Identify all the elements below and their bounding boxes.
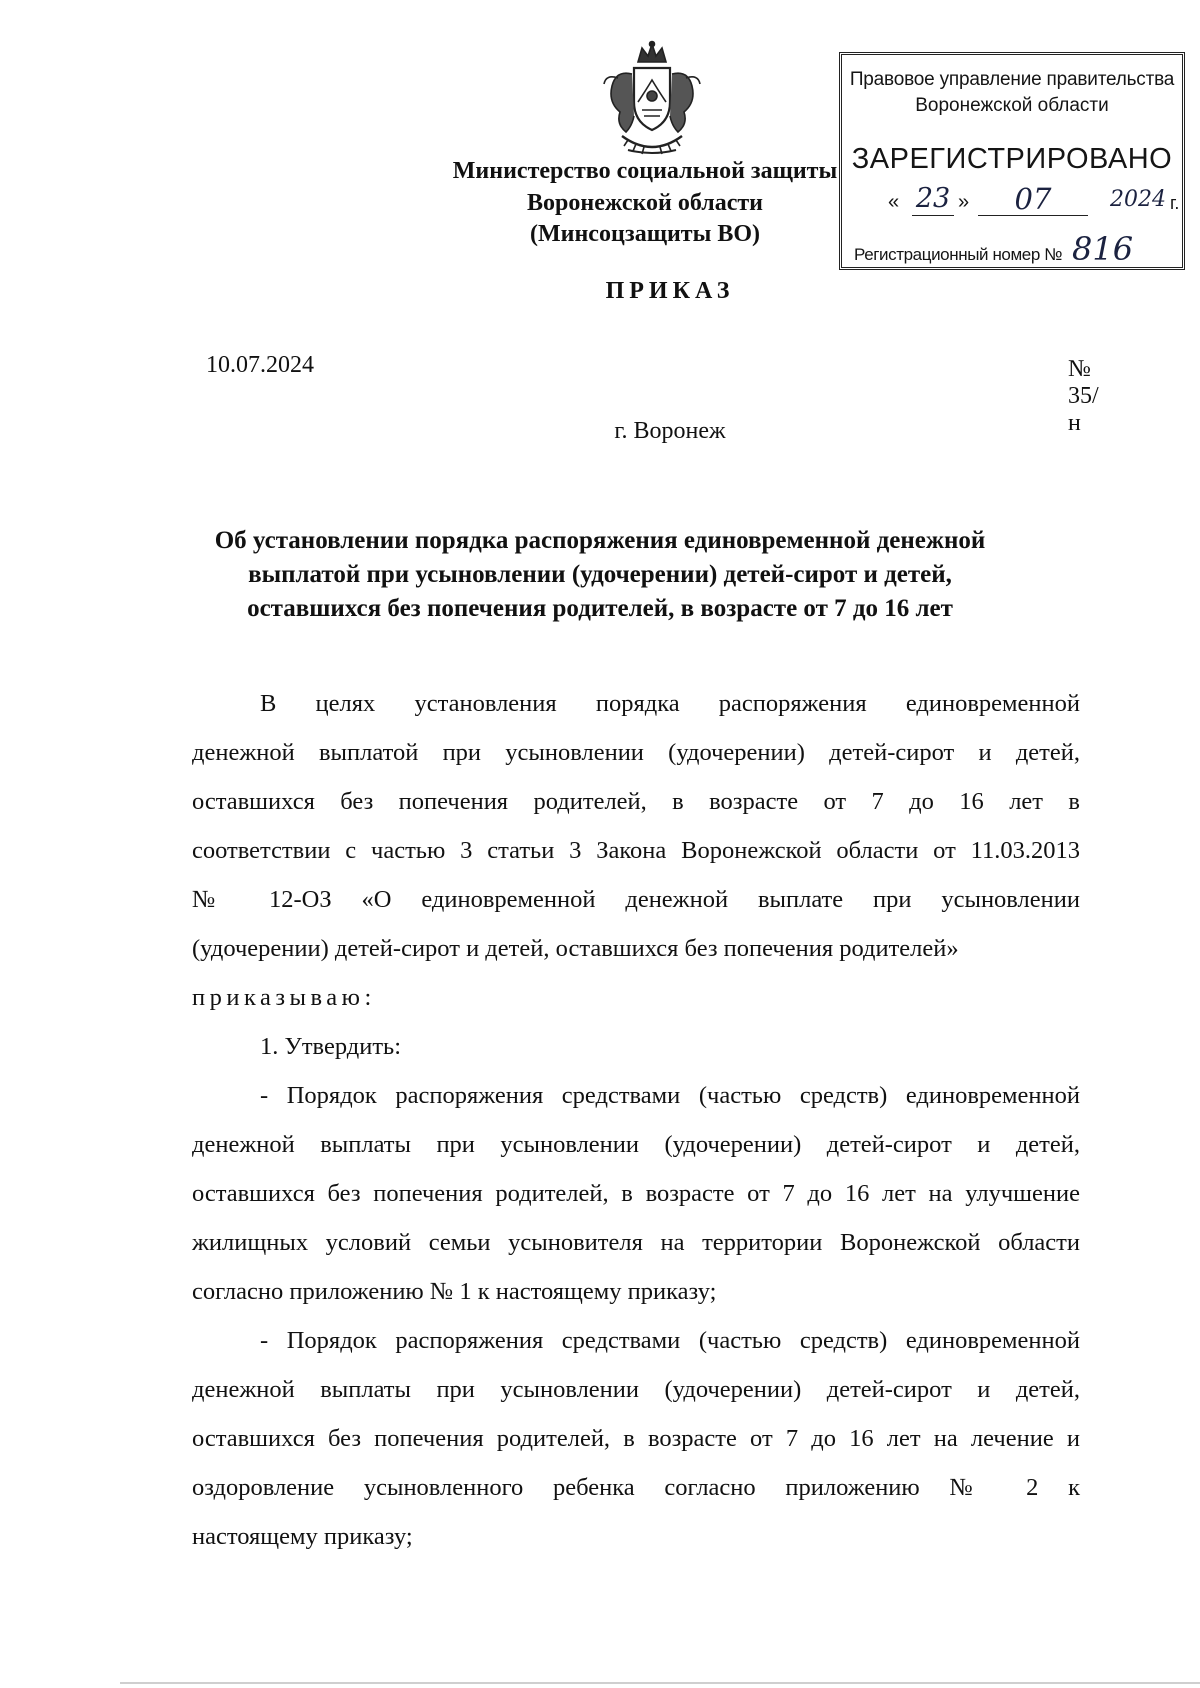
page-bottom-divider [120,1682,1200,1684]
stamp-number-label: Регистрационный номер № [854,245,1063,264]
body-line: настоящему приказу; [192,1523,413,1550]
ministry-name-line3: (Минсоцзащиты ВО) [529,221,760,247]
document-body [192,0,1080,1688]
stamp-month-handwritten: 07 [978,183,1088,216]
body-line: 1. Утвердить: [260,1033,402,1060]
stamp-quote-close: » [958,191,970,213]
body-line: - Порядок распоряжения средствами (частью средств) единовременной [260,1082,1080,1109]
title-line1: Об установлении порядка распоряжения единовременной денежной [214,527,986,554]
body-line: оставшихся без попечения родителей, в возрасте от 7 до 16 лет в [192,788,1080,815]
ministry-name-line1: Министерство социальной защиты [452,158,838,184]
body-line: В целях установления порядка распоряжения единовременной [260,690,1080,717]
body-line: жилищных условий семьи усыновителя на территории Воронежской области [192,1229,1080,1256]
body-line: - Порядок распоряжения средствами (частью средств) единовременной [260,1327,1080,1354]
body-line: соответствии с частью 3 статьи 3 Закона Воронежской области от 11.03.2013 [192,837,1080,864]
stamp-quote-open: « [888,191,900,213]
body-line: № 12-ОЗ «О единовременной денежной выплате при усыновлении [192,886,1080,913]
body-line: (удочерении) детей-сирот и детей, оставшихся без попечения родителей» [192,935,959,962]
document-date: 10.07.2024 [206,352,314,378]
stamp-day-handwritten: 23 [912,183,954,216]
ministry-name-line2: Воронежской области [527,189,763,216]
order-word: приказываю: [192,984,376,1011]
body-line: оставшихся без попечения родителей, в возрасте от 7 до 16 лет на лечение и [192,1425,1080,1452]
document-city: г. Воронеж [614,418,726,444]
stamp-authority-line1: Правовое управление правительства [849,69,1175,90]
body-line: денежной выплатой при усыновлении (удочерении) детей-сирот и детей, [192,739,1080,766]
body-line: оставшихся без попечения родителей, в возрасте от 7 до 16 лет на улучшение [192,1180,1080,1207]
body-line: оздоровление усыновленного ребенка согласно приложению № 2 к [192,1474,1080,1501]
stamp-authority-line2: Воронежской области [915,95,1109,116]
stamp-year: 2024 [1110,187,1166,212]
stamp-number-handwritten: 816 [1062,231,1178,268]
body-line: денежной выплаты при усыновлении (удочерении) детей-сирот и детей, [192,1131,1080,1158]
body-line: денежной выплаты при усыновлении (удочерении) детей-сирот и детей, [192,1376,1080,1403]
document-type-heading: ПРИКАЗ [605,278,735,304]
title-line2: выплатой при усыновлении (удочерении) детей-сирот и детей, [248,561,952,588]
stamp-year-suffix: г. [1170,193,1180,213]
stamp-registered-label: ЗАРЕГИСТРИРОВАНО [851,143,1173,175]
body-line: согласно приложению № 1 к настоящему приказу; [192,1278,717,1305]
title-line3: оставшихся без попечения родителей, в возрасте от 7 до 16 лет [247,595,953,622]
